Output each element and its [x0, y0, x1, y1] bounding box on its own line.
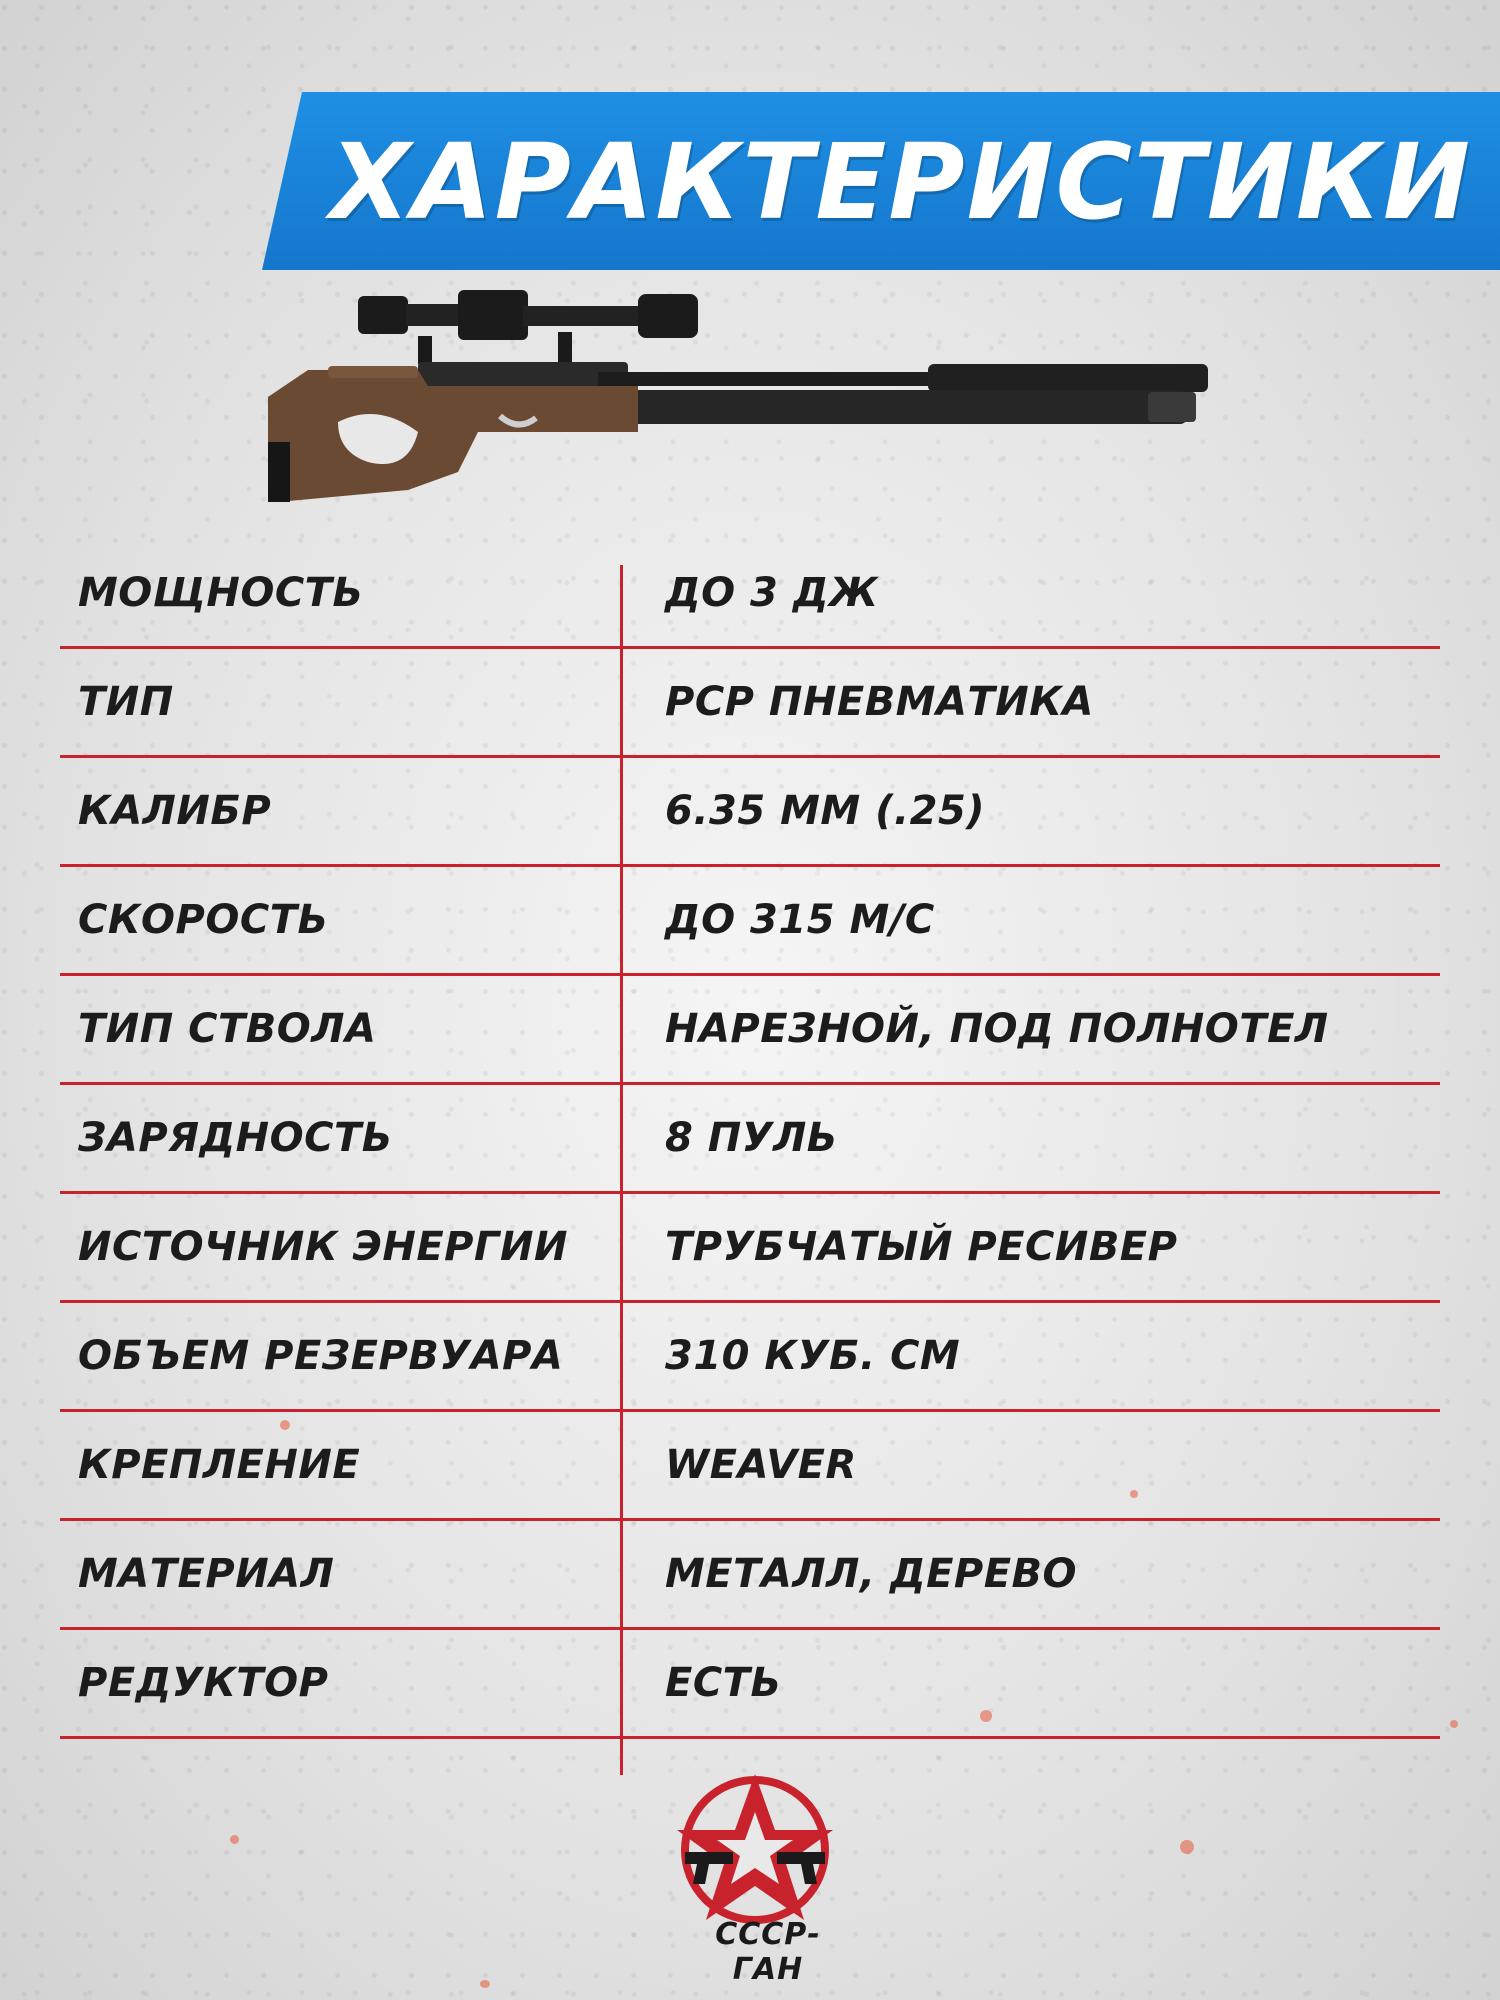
- spec-value: МЕТАЛЛ, ДЕРЕВО: [665, 1551, 1078, 1597]
- spec-value: 310 КУБ. СМ: [665, 1333, 961, 1379]
- spark-decoration: [1450, 1720, 1458, 1728]
- spec-label: ОБЪЕМ РЕЗЕРВУАРА: [78, 1333, 564, 1379]
- spec-value: НАРЕЗНОЙ, ПОД ПОЛНОТЕЛ: [665, 1006, 1329, 1052]
- spec-label: ТИП: [78, 679, 174, 725]
- spec-value: PCP ПНЕВМАТИКА: [665, 679, 1094, 725]
- spec-value: WEAVER: [665, 1442, 857, 1488]
- spec-label: ТИП СТВОЛА: [78, 1006, 377, 1052]
- spec-label: КРЕПЛЕНИЕ: [78, 1442, 361, 1488]
- spec-label: ИСТОЧНИК ЭНЕРГИИ: [78, 1224, 568, 1270]
- spec-label: КАЛИБР: [78, 788, 272, 834]
- spec-value: ТРУБЧАТЫЙ РЕСИВЕР: [665, 1224, 1178, 1270]
- spec-label: СКОРОСТЬ: [78, 897, 329, 943]
- table-row: [60, 1521, 1440, 1630]
- spec-value: 6.35 ММ (.25): [665, 788, 986, 834]
- spark-decoration: [480, 1980, 490, 1988]
- table-row: [60, 1194, 1440, 1303]
- spec-label: МАТЕРИАЛ: [78, 1551, 335, 1597]
- spark-decoration: [280, 1420, 290, 1430]
- spark-decoration: [230, 1835, 239, 1844]
- table-row: [60, 1630, 1440, 1739]
- spark-decoration: [1130, 1490, 1138, 1498]
- spark-decoration: [980, 1710, 992, 1722]
- table-row: [60, 540, 1440, 649]
- table-row: [60, 1303, 1440, 1412]
- spec-value: 8 ПУЛЬ: [665, 1115, 838, 1161]
- spec-value: ДО 3 ДЖ: [665, 570, 879, 616]
- spark-decoration: [1180, 1840, 1194, 1854]
- table-row: [60, 758, 1440, 867]
- table-row: [60, 649, 1440, 758]
- page-title: ХАРАКТЕРИСТИКИ: [330, 121, 1472, 243]
- air-rifle-with-scope-image: [268, 282, 1258, 522]
- brand-logo-text: СССР-ГАН: [715, 1917, 821, 1987]
- spec-value: ДО 315 М/С: [665, 897, 935, 943]
- spec-label: РЕДУКТОР: [78, 1660, 329, 1706]
- specs-table: [60, 540, 1440, 1739]
- table-row: [60, 976, 1440, 1085]
- spec-label: МОЩНОСТЬ: [78, 570, 364, 616]
- table-row: [60, 867, 1440, 976]
- spec-value: ЕСТЬ: [665, 1660, 782, 1706]
- table-row: [60, 1412, 1440, 1521]
- spec-label: ЗАРЯДНОСТЬ: [78, 1115, 393, 1161]
- table-row: [60, 1085, 1440, 1194]
